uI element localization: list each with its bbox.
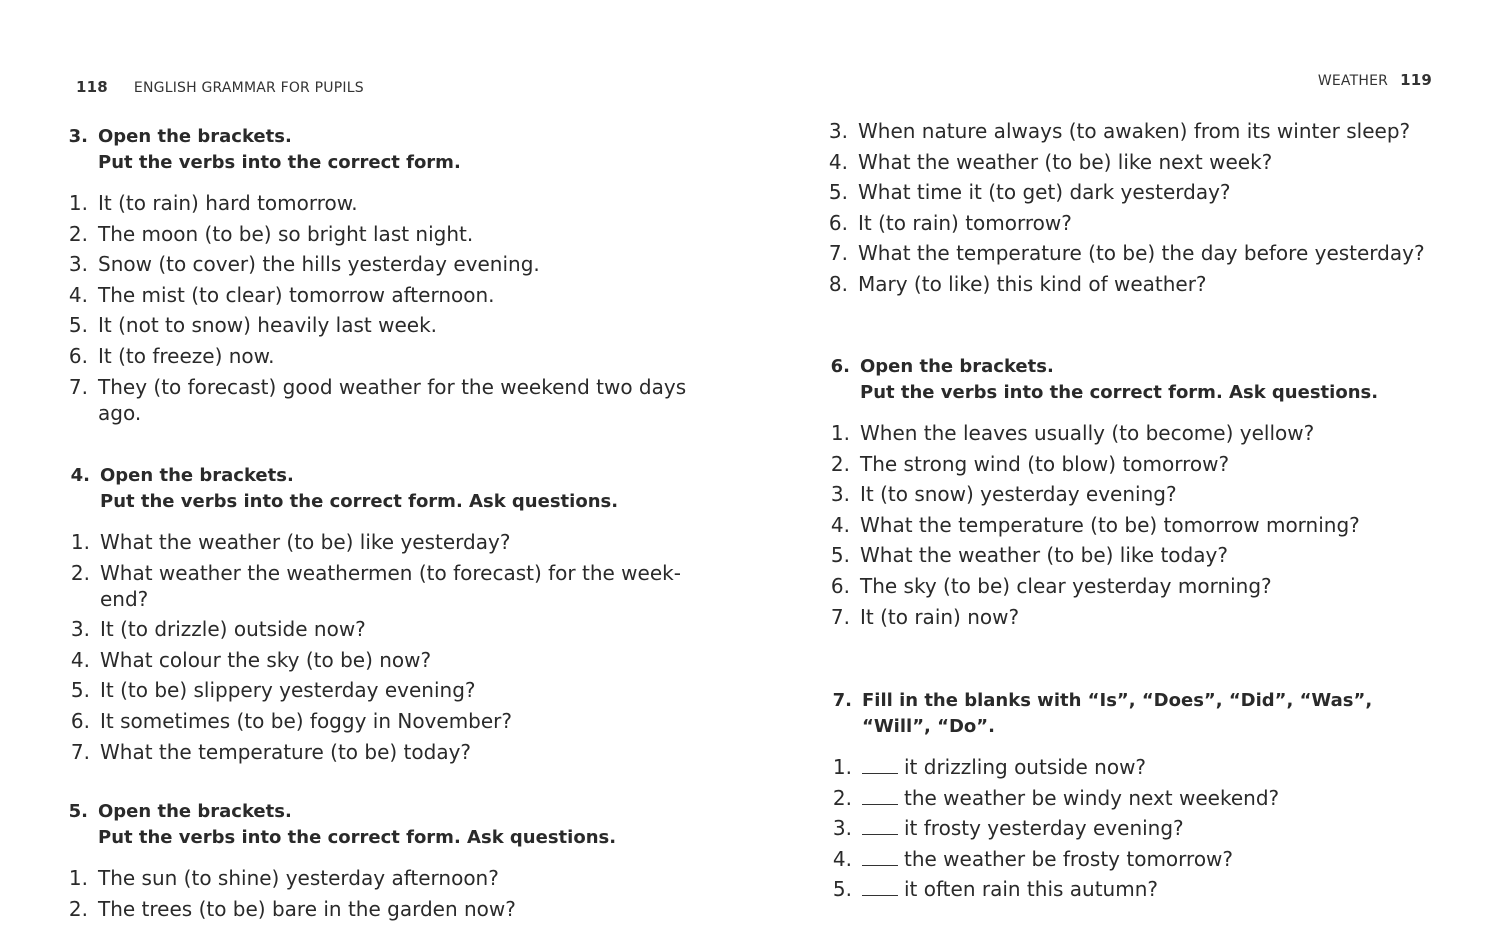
item-text: The sky (to be) clear yesterday morning?: [860, 573, 1272, 598]
item-number: 1.: [832, 755, 852, 779]
item-number: 5.: [832, 877, 852, 902]
exercise-title: [98, 124, 461, 176]
item-text: What the temperature (to be) the day before yesterday?: [858, 241, 1425, 266]
list-item: [820, 604, 1460, 630]
exercise-number: 4.: [70, 465, 90, 486]
item-text: It (to drizzle) outside now?: [100, 617, 366, 642]
exercise-title-line: “Will”, “Do”.: [862, 716, 995, 737]
item-text: It (not to snow) heavily last week.: [98, 313, 438, 338]
item-text: It (to snow) yesterday evening?: [860, 482, 1177, 507]
item-number: 4.: [70, 647, 90, 672]
list-item: [60, 647, 720, 673]
list-item: [60, 616, 720, 642]
item-number: 4.: [830, 512, 850, 537]
item-number: 3.: [70, 617, 90, 642]
item-body: [862, 876, 1462, 902]
item-number: 6.: [828, 210, 848, 235]
exercise-title: [862, 688, 1372, 740]
exercise-title-line: Open the brackets.: [98, 126, 292, 147]
list-item: [818, 179, 1458, 205]
exercise-heading: [820, 354, 1460, 406]
item-text: They (to forecast) good weather for the weekend two days ago.: [98, 374, 687, 425]
item-number: 6.: [70, 708, 90, 733]
item-body: [862, 815, 1462, 841]
exercise-number: 5.: [68, 801, 88, 822]
item-number: 4.: [832, 846, 852, 871]
item-text: The moon (to be) so bright last night.: [98, 221, 474, 246]
list-item: [822, 876, 1462, 902]
exercise-title: [860, 354, 1378, 406]
item-text: It sometimes (to be) foggy in November?: [100, 708, 513, 733]
item-number: 7.: [70, 739, 90, 764]
exercise-title-line: Open the brackets.: [98, 801, 292, 822]
item-number: 7.: [828, 241, 848, 266]
exercise-title-line: Put the verbs into the correct form. Ask questions.: [98, 827, 617, 848]
item-text: What the weather (to be) like next week?: [858, 149, 1273, 174]
exercise-heading: [822, 688, 1462, 740]
left-running-head: [76, 78, 364, 96]
item-number: 4.: [828, 149, 848, 174]
item-number: 5.: [70, 678, 90, 703]
item-text: What the temperature (to be) tomorrow morning?: [860, 512, 1360, 537]
item-text: What weather the weathermen (to forecast) for the week-end?: [100, 560, 681, 611]
exercise-number: 6.: [830, 356, 850, 377]
exercise-items: [60, 529, 720, 765]
item-number: 3.: [830, 482, 850, 507]
page-number: 119: [1400, 71, 1432, 89]
list-item: [818, 149, 1458, 175]
item-text: The strong wind (to blow) tomorrow?: [860, 451, 1230, 476]
list-item: [58, 190, 718, 216]
list-item: [60, 529, 720, 555]
list-item: [818, 118, 1458, 144]
exercise-title-line: Put the verbs into the correct form. Ask questions.: [100, 491, 619, 512]
running-title: WEATHER: [1317, 73, 1389, 89]
list-item: [820, 573, 1460, 599]
item-number: 6.: [830, 573, 850, 598]
item-number: 2.: [830, 451, 850, 476]
list-item: [818, 271, 1458, 297]
exercise-5-continued: [818, 118, 1458, 302]
exercise-title-line: Open the brackets.: [860, 356, 1054, 377]
item-number: 6.: [68, 343, 88, 368]
item-text: It (to rain) now?: [860, 604, 1020, 629]
item-text: Mary (to like) this kind of weather?: [858, 271, 1207, 296]
item-body: [862, 846, 1462, 872]
list-item: [820, 481, 1460, 507]
item-number: 7.: [830, 604, 850, 629]
answer-blank[interactable]: [862, 786, 898, 805]
exercise-title-line: Put the verbs into the correct form.: [98, 152, 461, 173]
item-number: 1.: [830, 421, 850, 445]
list-item: [820, 420, 1460, 446]
item-number: 7.: [68, 374, 88, 399]
item-text: What time it (to get) dark yesterday?: [858, 180, 1231, 205]
answer-blank[interactable]: [862, 755, 898, 774]
item-text: The sun (to shine) yesterday afternoon?: [98, 866, 499, 890]
answer-blank[interactable]: [862, 847, 898, 866]
list-item: [60, 560, 720, 612]
item-text: Snow (to cover) the hills yesterday evening.: [98, 252, 540, 277]
running-title: ENGLISH GRAMMAR FOR PUPILS: [133, 80, 364, 96]
item-body: [862, 754, 1462, 780]
list-item: [60, 739, 720, 765]
list-item: [822, 754, 1462, 780]
answer-blank[interactable]: [862, 877, 898, 896]
list-item: [58, 221, 718, 247]
item-text: the weather be frosty tomorrow?: [904, 846, 1234, 871]
item-number: 2.: [68, 896, 88, 921]
item-text: What colour the sky (to be) now?: [100, 647, 432, 672]
exercise-items: [822, 754, 1462, 902]
exercise-items: [818, 118, 1458, 297]
exercise-5: [58, 799, 718, 926]
item-text: it often rain this autumn?: [904, 877, 1159, 902]
list-item: [818, 210, 1458, 236]
item-number: 2.: [832, 785, 852, 810]
list-item: [820, 512, 1460, 538]
exercise-number: 3.: [68, 126, 88, 147]
item-text: The mist (to clear) tomorrow afternoon.: [98, 282, 495, 307]
item-number: 3.: [832, 816, 852, 841]
list-item: [822, 846, 1462, 872]
exercise-heading: [58, 124, 718, 176]
list-item: [58, 343, 718, 369]
exercise-heading: [58, 799, 718, 851]
list-item: [58, 282, 718, 308]
list-item: [58, 312, 718, 338]
exercise-3: [58, 124, 718, 430]
list-item: [818, 240, 1458, 266]
item-number: 4.: [68, 282, 88, 307]
list-item: [58, 251, 718, 277]
item-text: What the weather (to be) like today?: [860, 543, 1228, 568]
list-item: [820, 451, 1460, 477]
exercise-title-line: Put the verbs into the correct form. Ask questions.: [860, 382, 1379, 403]
item-text: it frosty yesterday evening?: [904, 816, 1184, 841]
item-number: 5.: [68, 313, 88, 338]
right-running-head: [1318, 71, 1432, 89]
list-item: [822, 815, 1462, 841]
exercise-title: [98, 799, 616, 851]
right-page: [750, 0, 1500, 949]
list-item: [58, 865, 718, 891]
item-number: 3.: [828, 119, 848, 143]
item-number: 3.: [68, 252, 88, 277]
item-number: 2.: [70, 560, 90, 585]
answer-blank[interactable]: [862, 816, 898, 835]
exercise-title-line: Fill in the blanks with “Is”, “Does”, “Did”, “Was”,: [862, 690, 1373, 711]
item-number: 1.: [68, 191, 88, 215]
item-body: [862, 785, 1462, 811]
item-number: 1.: [68, 866, 88, 890]
item-text: It (to freeze) now.: [98, 343, 275, 368]
exercise-title: [100, 463, 618, 515]
item-text: When the leaves usually (to become) yellow?: [860, 421, 1315, 445]
item-text: What the temperature (to be) today?: [100, 739, 472, 764]
exercise-6: [820, 354, 1460, 634]
item-text: It (to be) slippery yesterday evening?: [100, 678, 476, 703]
list-item: [822, 785, 1462, 811]
item-text: When nature always (to awaken) from its winter sleep?: [858, 119, 1411, 143]
exercise-number: 7.: [832, 690, 852, 711]
list-item: [60, 677, 720, 703]
list-item: [58, 374, 718, 426]
item-number: 2.: [68, 221, 88, 246]
page-number: 118: [76, 78, 108, 96]
list-item: [60, 708, 720, 734]
item-text: it drizzling outside now?: [904, 755, 1147, 779]
list-item: [58, 896, 718, 922]
item-number: 8.: [828, 271, 848, 296]
exercise-items: [820, 420, 1460, 630]
exercise-4: [60, 463, 720, 769]
exercise-items: [58, 190, 718, 426]
exercise-heading: [60, 463, 720, 515]
item-text: It (to rain) tomorrow?: [858, 210, 1072, 235]
item-text: The trees (to be) bare in the garden now?: [98, 896, 516, 921]
item-number: 5.: [830, 543, 850, 568]
exercise-title-line: Open the brackets.: [100, 465, 294, 486]
item-text: What the weather (to be) like yesterday?: [100, 530, 511, 554]
item-number: 5.: [828, 180, 848, 205]
item-text: the weather be windy next weekend?: [904, 785, 1280, 810]
exercise-items: [58, 865, 718, 922]
item-number: 1.: [70, 530, 90, 554]
item-text: It (to rain) hard tomorrow.: [98, 191, 358, 215]
exercise-7: [822, 688, 1462, 907]
list-item: [820, 542, 1460, 568]
